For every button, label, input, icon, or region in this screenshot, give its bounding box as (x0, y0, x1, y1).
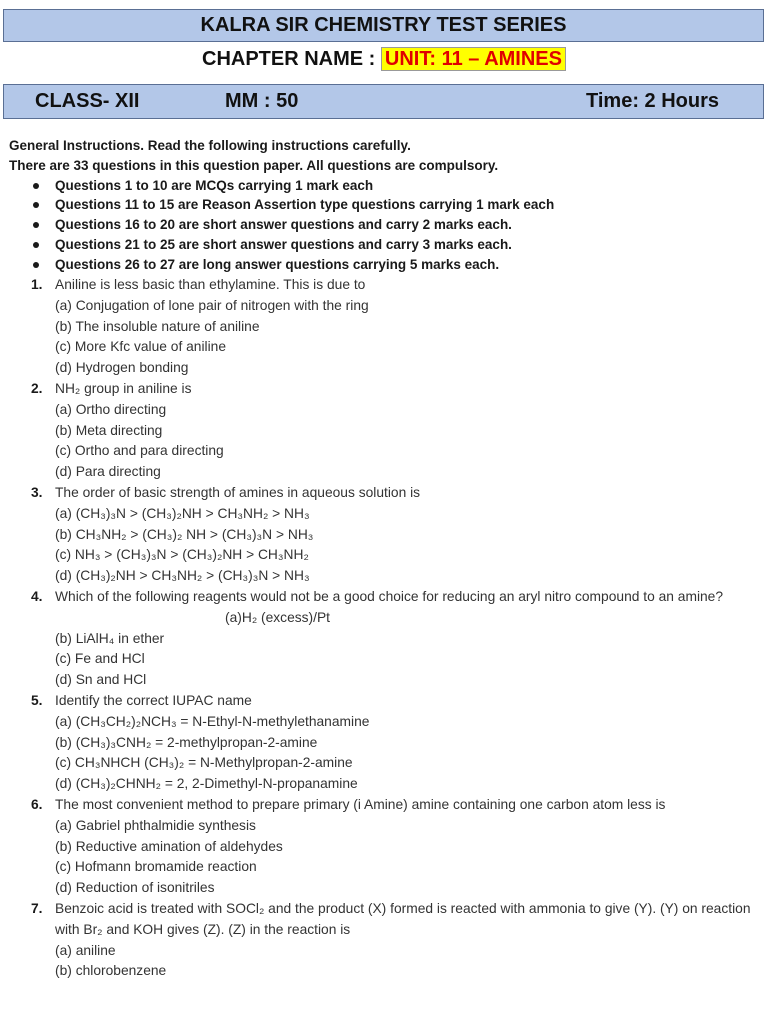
option: (b) Reductive amination of aldehydes (55, 838, 283, 854)
option: (a) Ortho directing (55, 401, 167, 417)
question-text: The order of basic strength of amines in aqueous solution is (55, 484, 421, 500)
question-number: 6. (31, 796, 43, 812)
option-inline: (a)H₂ (excess)/Pt (225, 609, 331, 625)
option: (a) (CH₃)₃N > (CH₃)₂NH > CH₃NH₂ > NH₃ (55, 505, 310, 521)
option: (d) Hydrogen bonding (55, 360, 189, 376)
max-marks: MM : 50 (225, 90, 299, 112)
general-instructions (9, 136, 759, 275)
option: (c) Ortho and para directing (55, 443, 224, 459)
option: (a) aniline (55, 942, 116, 958)
instructions-summary: There are 33 questions in this question paper. All questions are compulsory. (9, 157, 499, 173)
option: (b) The insoluble nature of aniline (55, 318, 260, 334)
question-text: Identify the correct IUPAC name (55, 692, 252, 708)
question-number: 2. (31, 380, 43, 396)
question-text: Aniline is less basic than ethylamine. This is due to (55, 277, 366, 292)
option: (d) Para directing (55, 464, 161, 480)
option: (d) Reduction of isonitriles (55, 880, 215, 896)
instruction-item: Questions 16 to 20 are short answer questions and carry 2 marks each. (9, 215, 759, 235)
instruction-item: Questions 26 to 27 are long answer questions carrying 5 marks each. (9, 255, 759, 275)
option: (d) Sn and HCl (55, 672, 147, 688)
exam-info-bar (3, 84, 764, 119)
question-4 (0, 587, 768, 691)
option: (c) CH₃NHCH (CH₃)₂ = N-Methylpropan-2-amine (55, 755, 353, 771)
instructions-list (9, 176, 759, 275)
question-text: Benzoic acid is treated with SOCl₂ and the product (X) formed is reacted with ammonia to give (Y). (Y) on reaction with Br₂ and KOH gives (Z). (Z) in the reaction is (55, 900, 751, 937)
instruction-item: Questions 11 to 15 are Reason Assertion type questions carrying 1 mark each (9, 195, 759, 215)
chapter-line (0, 44, 768, 74)
question-6 (0, 795, 768, 899)
option: (b) CH₃NH₂ > (CH₃)₂ NH > (CH₃)₃N > NH₃ (55, 526, 314, 542)
chapter-label: CHAPTER NAME : (202, 48, 376, 70)
question-text: The most convenient method to prepare primary (i Amine) amine containing one carbon atom less is (55, 796, 666, 812)
option: (d) (CH₃)₂NH > CH₃NH₂ > (CH₃)₃N > NH₃ (55, 568, 310, 584)
time-allowed: Time: 2 Hours (586, 90, 719, 112)
option: (a) Gabriel phthalmidie synthesis (55, 817, 256, 833)
instructions-heading: General Instructions. Read the following instructions carefully. (9, 138, 411, 153)
question-number: 4. (31, 588, 43, 604)
instruction-item: Questions 21 to 25 are short answer questions and carry 3 marks each. (9, 235, 759, 255)
option: (d) (CH₃)₂CHNH₂ = 2, 2-Dimethyl-N-propanamine (55, 776, 358, 792)
question-2 (0, 379, 768, 483)
question-text: Which of the following reagents would not be a good choice for reducing an aryl nitro compound to an amine? (55, 588, 724, 604)
question-number: 5. (31, 692, 43, 708)
option: (a) (CH₃CH₂)₂NCH₃ = N-Ethyl-N-methylethanamine (55, 713, 370, 729)
option: (c) Fe and HCl (55, 651, 145, 667)
option: (c) Hofmann bromamide reaction (55, 859, 257, 875)
option: (b) (CH₃)₃CNH₂ = 2-methylpropan-2-amine (55, 734, 318, 750)
question-text: NH₂ group in aniline is (55, 380, 192, 396)
question-number: 7. (31, 900, 43, 916)
test-series-title: KALRA SIR CHEMISTRY TEST SERIES (3, 9, 764, 42)
question-3 (0, 483, 768, 587)
question-5 (0, 691, 768, 795)
question-number: 1. (31, 277, 43, 292)
questions-list (0, 275, 768, 982)
option: (c) More Kfc value of aniline (55, 339, 226, 355)
option: (b) chlorobenzene (55, 963, 167, 979)
option: (a) Conjugation of lone pair of nitrogen with the ring (55, 297, 369, 313)
option: (b) LiAlH₄ in ether (55, 630, 165, 646)
question-number: 3. (31, 484, 43, 500)
chapter-value: UNIT: 11 – AMINES (381, 47, 566, 71)
class-label: CLASS- XII (35, 90, 140, 112)
question-1 (0, 275, 768, 379)
question-7 (0, 899, 768, 982)
option: (c) NH₃ > (CH₃)₃N > (CH₃)₂NH > CH₃NH₂ (55, 547, 309, 563)
instruction-item: Questions 1 to 10 are MCQs carrying 1 mark each (9, 176, 759, 196)
option: (b) Meta directing (55, 422, 163, 438)
